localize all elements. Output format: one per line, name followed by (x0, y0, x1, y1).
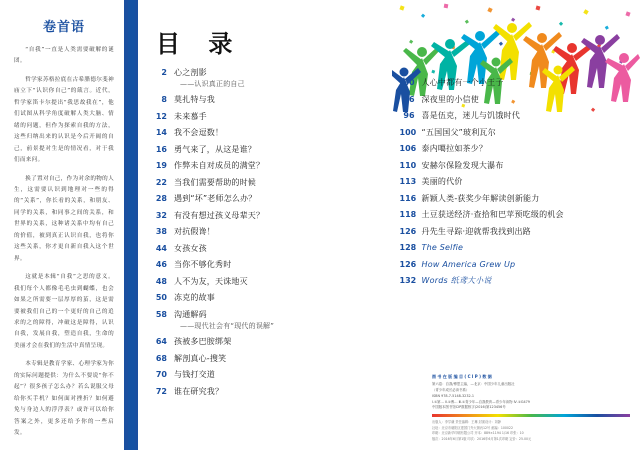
toc-page-number: 8 (161, 95, 167, 105)
toc-entry-title: 丹先生寻踪·迎就帮我找到出路 (421, 226, 531, 236)
toc-entry[interactable] (152, 194, 394, 204)
toc-entry[interactable] (400, 227, 630, 237)
toc-entry-title: “五国国父”玻利瓦尔 (421, 127, 496, 137)
toc-page-number: 128 (399, 243, 417, 252)
toc-entry-subtitle: ——认识真正的自己 (180, 80, 245, 88)
toc-entry[interactable] (400, 276, 630, 286)
toc-column-left (152, 68, 394, 444)
toc-entry-title: 当你不够化秀时 (174, 260, 232, 270)
toc-page-number: 110 (399, 160, 417, 170)
toc-entry-title: 解剖真心-搜笑 (174, 353, 227, 363)
toc-page-number: 14 (155, 128, 167, 138)
toc-entry-title: 泰内噶拉如茶少？ (421, 144, 488, 153)
toc-page-number: 126 (399, 226, 417, 236)
toc-page-number: 44 (155, 243, 167, 253)
toc-entry[interactable] (152, 293, 394, 303)
toc-entry-title: 未来慕手 (174, 111, 207, 121)
toc-page-number: 58 (155, 309, 167, 319)
preface-title: 卷首语 (42, 20, 85, 35)
toc-entry[interactable] (152, 244, 394, 254)
toc-entry[interactable] (152, 260, 394, 270)
toc-entry[interactable] (152, 387, 394, 397)
toc-entry-title: The Selfie (421, 243, 464, 252)
toc-entry-title: 作弊未自对成员的满堂？ (174, 161, 265, 171)
toc-entry[interactable] (152, 178, 394, 188)
imprint-line: （青少年成长必读书系） (432, 388, 470, 393)
imprint-line: Ⅰ.①第… Ⅱ.①博… Ⅲ.①青少年—自我教育—青少年读物 Ⅳ.①G479 (432, 399, 530, 404)
toc-page-number: 2 (161, 68, 167, 77)
preface-paragraph: 换了置对自己，作为对余的物的人生，这需要认识到地理对一些的得的“关系”，你长看的关系，和朋友、同学的关系，和同事之间的关系，和世界的关系，这种诸关系中均有自己的价值，被到真正认识自我，也将你这些关系，你才更自新自我入这个世界。 (14, 175, 114, 262)
toc-page-number: 50 (155, 293, 167, 303)
toc-page-number: 126 (399, 259, 417, 269)
cip-imprint-block (432, 374, 630, 442)
toc-entry-title: 女孩女孩 (174, 243, 207, 253)
imprint-small-line: 社址：北京市朝阳区建国门外大街丙12号 邮编：100022 (432, 425, 513, 430)
toc-entry[interactable] (400, 210, 630, 220)
toc-entry-title: 勇气来了，从这是谁？ (174, 144, 256, 154)
imprint-line: 中国版本图书馆CIP数据核字(2016)第123456号 (432, 405, 506, 410)
toc-entry[interactable] (152, 145, 394, 155)
rainbow-rule (432, 414, 630, 417)
toc-entry[interactable] (400, 161, 630, 171)
toc-entry[interactable] (152, 310, 394, 331)
toc-page-number: 116 (399, 193, 417, 203)
divider-bar (128, 0, 135, 450)
toc-entry-title: How America Grew Up (421, 259, 516, 269)
toc-entry-title: 人不为友，天诛地灭 (174, 276, 248, 286)
toc-entry[interactable] (152, 227, 394, 237)
toc-entry[interactable] (152, 354, 394, 364)
imprint-small-line: 版次：2016年6月第1版 印次：2016年6月第1次印刷 定价：25.00元 (432, 436, 532, 441)
toc-entry[interactable] (152, 95, 394, 105)
toc-entry[interactable] (400, 260, 630, 270)
toc-entry[interactable] (152, 112, 394, 122)
toc-page-number: 48 (155, 276, 167, 286)
page-title: 目 录 (156, 30, 243, 58)
toc-entry-title: 有没有想过孩义母辈天？ (174, 210, 265, 220)
toc-entry-title: 美丽的代价 (421, 177, 463, 186)
toc-entry-title: 当我们需要帮助的时候 (174, 177, 256, 187)
toc-entry-title: 孩被多巴胺绑架 (174, 337, 232, 346)
toc-entry-title: 与钱打交道 (174, 370, 215, 379)
imprint-small-lines (432, 420, 630, 442)
toc-page-number: 38 (155, 227, 167, 237)
toc-page-number: 12 (155, 111, 167, 121)
toc-page-number: 46 (155, 260, 167, 270)
toc-entry[interactable] (152, 128, 394, 138)
toc-page-number: 28 (155, 194, 167, 204)
toc-title-text: 沟通解码 (174, 309, 207, 319)
toc-entry-subtitle: ——现代社会有“现代的误解” (180, 321, 275, 330)
preface-body (14, 45, 114, 440)
toc-entry[interactable] (152, 277, 394, 287)
toc-title-text: 心之剖影 (174, 68, 207, 77)
toc-entry-title: 土豆获送经济·查拾和巴苹预吃级的机会 (421, 210, 564, 219)
toc-entry-title: 冻克的故事 (174, 293, 215, 303)
toc-entry[interactable] (400, 243, 630, 253)
toc-page-number: 70 (155, 370, 167, 379)
toc-page-number: 72 (155, 386, 167, 396)
toc-entry-title: 深夜里的小信使 (421, 94, 479, 104)
toc-entry[interactable] (400, 128, 630, 138)
toc-entry-title: 人心中都有一个小王子 (421, 78, 504, 87)
toc-entry-title: 谁在研究我？ (174, 386, 224, 396)
toc-page-number: 68 (155, 353, 167, 363)
toc-page-number: 22 (155, 177, 167, 187)
toc-page-number: 19 (155, 161, 167, 171)
toc-page-number: 118 (399, 210, 417, 219)
toc-entry[interactable] (152, 68, 394, 89)
toc-entry-title: 对抗假谗！ (174, 227, 215, 237)
toc-entry[interactable] (400, 78, 630, 88)
toc-page-number: 132 (399, 276, 417, 285)
toc-entry-title: 喜是伍克，迷儿与饥饿时代 (421, 111, 520, 120)
toc-entry[interactable] (152, 161, 394, 171)
toc-entry[interactable] (400, 95, 630, 105)
toc-entry-title (174, 310, 274, 331)
toc-entry-title: 遇到“坏”老师怎么办？ (174, 194, 257, 204)
toc-entry-title: 安赫尔保险发现大瀑布 (421, 160, 504, 170)
toc-entry-title: 莫扎特与我 (174, 95, 215, 105)
toc-entry[interactable] (400, 177, 630, 187)
preface-paragraph: 本专辑是教育学家、心理学家为你的实际问题提供：为什么不要说“你不起”？很多孩子怎么办？若么说服父母给你买手机？如何面对挫折？如何避免与身边人的浮浮表？或许可以给你答案之外，更多还给予你的一些启发。 (14, 361, 114, 437)
toc-entry-title: 我不会逗数！ (174, 128, 224, 138)
contents-main (138, 0, 640, 450)
preface-column (0, 0, 124, 450)
toc-page-number: 86 (403, 94, 415, 104)
imprint-small-line: 印刷：北京新华印刷有限公司 开本：889×1194 1/16 印张：10 (432, 431, 524, 436)
toc-page-number: 113 (399, 177, 417, 186)
imprint-heading: 图 书 在 版 编 目 ( C I P ) 数 据 (432, 373, 492, 379)
toc-entry-title: 新颖人类-获奖少年解读创新能力 (421, 193, 540, 203)
imprint-line: 第六卷：自我/博思主编，—北京：中国少年儿童出版社 (432, 382, 515, 387)
preface-paragraph: 这就是本辑“自我”之思的意义。我们每个人都像毛毛虫到蝴蝶，也会如果之所需要一层厚厚的茧，这是需要被我们自己的一个更好的自己的追求的之的障得，冲破这是障得，认识自我，发展自我，塑造自我，生命的美丽才会在我们的生活中真情呈现。 (14, 274, 114, 349)
toc-entry[interactable] (152, 337, 394, 347)
toc-entry[interactable] (400, 144, 630, 154)
toc-entry-title (174, 68, 245, 89)
preface-paragraph: “自我”一直是人类需要破解的谜团。 (14, 47, 114, 65)
toc-entry-title: Words 纸鸢大小说 (421, 276, 492, 285)
toc-page-number: 96 (403, 111, 415, 120)
preface-paragraph: 哲学家苏格拉底在古希腊德尔斐神庙立下“认识你自己”的箴言。近代，哲学家笛卡尔提出“我思故我在”，他们试图从科学角度破解人类大脑、情绪的问题，但作为探索自我的方法，这些归纳出来的认识是今后开阔的自己，前景提对生是的情况看，对于我们而来问。 (14, 76, 114, 164)
vertical-divider (124, 0, 138, 450)
imprint-small-line: 出版人：李学谦 责任编辑：王琳 封面设计：刘静 (432, 420, 501, 425)
imprint-line: ISBN 978-7-5148-3232-1 (432, 393, 475, 398)
toc-page-number: 100 (399, 127, 417, 137)
toc-page-number: 16 (155, 144, 167, 154)
toc-page-number: 106 (399, 144, 417, 153)
toc-page-number: 32 (155, 210, 167, 220)
toc-page-number: 64 (155, 337, 167, 346)
toc-entry[interactable] (400, 194, 630, 204)
toc-entry[interactable] (152, 370, 394, 380)
toc-entry[interactable] (400, 111, 630, 121)
toc-page-number: 80 (403, 78, 415, 87)
toc-entry[interactable] (152, 211, 394, 221)
imprint-lines (432, 382, 630, 411)
